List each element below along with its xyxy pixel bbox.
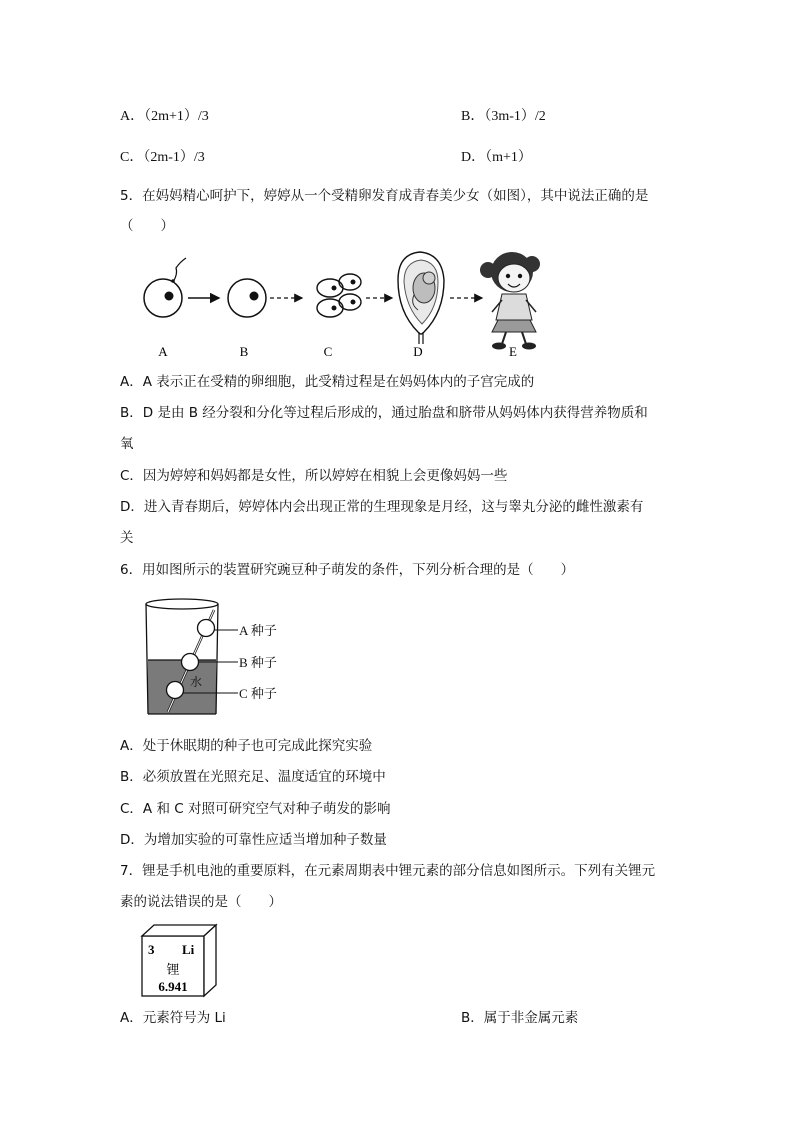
q7-option-b: B．属于非金属元素 xyxy=(461,1010,579,1026)
q4-option-d: D．（m+1） xyxy=(461,150,532,165)
water-label: 水 xyxy=(190,675,203,689)
figure-label-e: E xyxy=(509,344,517,359)
q5-option-c: C．因为婷婷和妈妈都是女性，所以婷婷在相貌上会更像妈妈一些 xyxy=(120,468,508,484)
development-figure xyxy=(130,240,560,365)
seed-b-label: B 种子 xyxy=(239,655,277,670)
q6-option-d: D．为增加实验的可靠性应适当增加种子数量 xyxy=(120,832,387,848)
q4-option-a: A．（2m+1）/3 xyxy=(120,109,209,124)
atomic-number: 3 xyxy=(148,942,155,957)
q6-option-b: B．必须放置在光照充足、温度适宜的环境中 xyxy=(120,769,386,785)
q5-option-a: A．A 表示正在受精的卵细胞，此受精过程是在妈妈体内的子宫完成的 xyxy=(120,374,535,390)
q5-option-d: D．进入青春期后，婷婷体内会出现正常的生理现象是月经，这与睾丸分泌的雌性激素有 xyxy=(120,499,644,515)
figure-label-c: C xyxy=(323,344,333,359)
seed-b-icon xyxy=(182,654,199,671)
seed-c-label: C 种子 xyxy=(239,686,277,701)
q7-stem-cont: 素的说法错误的是（ ） xyxy=(120,894,282,910)
q5-option-b-cont: 氧 xyxy=(120,436,134,452)
seed-beaker-figure xyxy=(140,594,300,718)
q4-option-c: C．（2m-1）/3 xyxy=(120,150,205,165)
beaker-rim xyxy=(146,599,218,609)
fertilized-egg-icon xyxy=(144,258,186,317)
q7-option-a: A．元素符号为 Li xyxy=(120,1010,226,1026)
girl-icon xyxy=(480,252,540,350)
fetus-icon xyxy=(398,252,444,344)
q4-option-b: B．（3m-1）/2 xyxy=(461,109,546,124)
q5-option-b: B．D 是由 B 经分裂和分化等过程后形成的，通过胎盘和脐带从妈妈体内获得营养物质和 xyxy=(120,405,648,421)
cell-division-icon xyxy=(317,274,361,317)
q6-option-c: C．A 和 C 对照可研究空气对种子萌发的影响 xyxy=(120,801,391,817)
figure-label-a: A xyxy=(158,344,168,359)
figure-label-d: D xyxy=(413,344,423,359)
q5-stem: 5．在妈妈精心呵护下，婷婷从一个受精卵发育成青春美少女（如图），其中说法正确的是 xyxy=(120,188,649,204)
q5-stem-cont: （ ） xyxy=(120,218,174,234)
seed-c-icon xyxy=(167,682,184,699)
figure-label-b: B xyxy=(239,344,249,359)
lithium-element-card xyxy=(138,922,220,1000)
q7-stem: 7．锂是手机电池的重要原料，在元素周期表中锂元素的部分信息如图所示。下列有关锂元 xyxy=(120,863,656,879)
zygote-icon xyxy=(228,279,266,317)
seed-a-icon xyxy=(198,620,215,637)
q5-option-d-cont: 关 xyxy=(120,530,134,546)
q6-stem: 6．用如图所示的装置研究豌豆种子萌发的条件，下列分析合理的是（ ） xyxy=(120,562,575,578)
element-name: 锂 xyxy=(166,962,180,977)
element-symbol: Li xyxy=(182,942,195,957)
atomic-mass: 6.941 xyxy=(158,979,188,994)
seed-a-label: A 种子 xyxy=(239,623,277,638)
q6-option-a: A．处于休眠期的种子也可完成此探究实验 xyxy=(120,738,373,754)
